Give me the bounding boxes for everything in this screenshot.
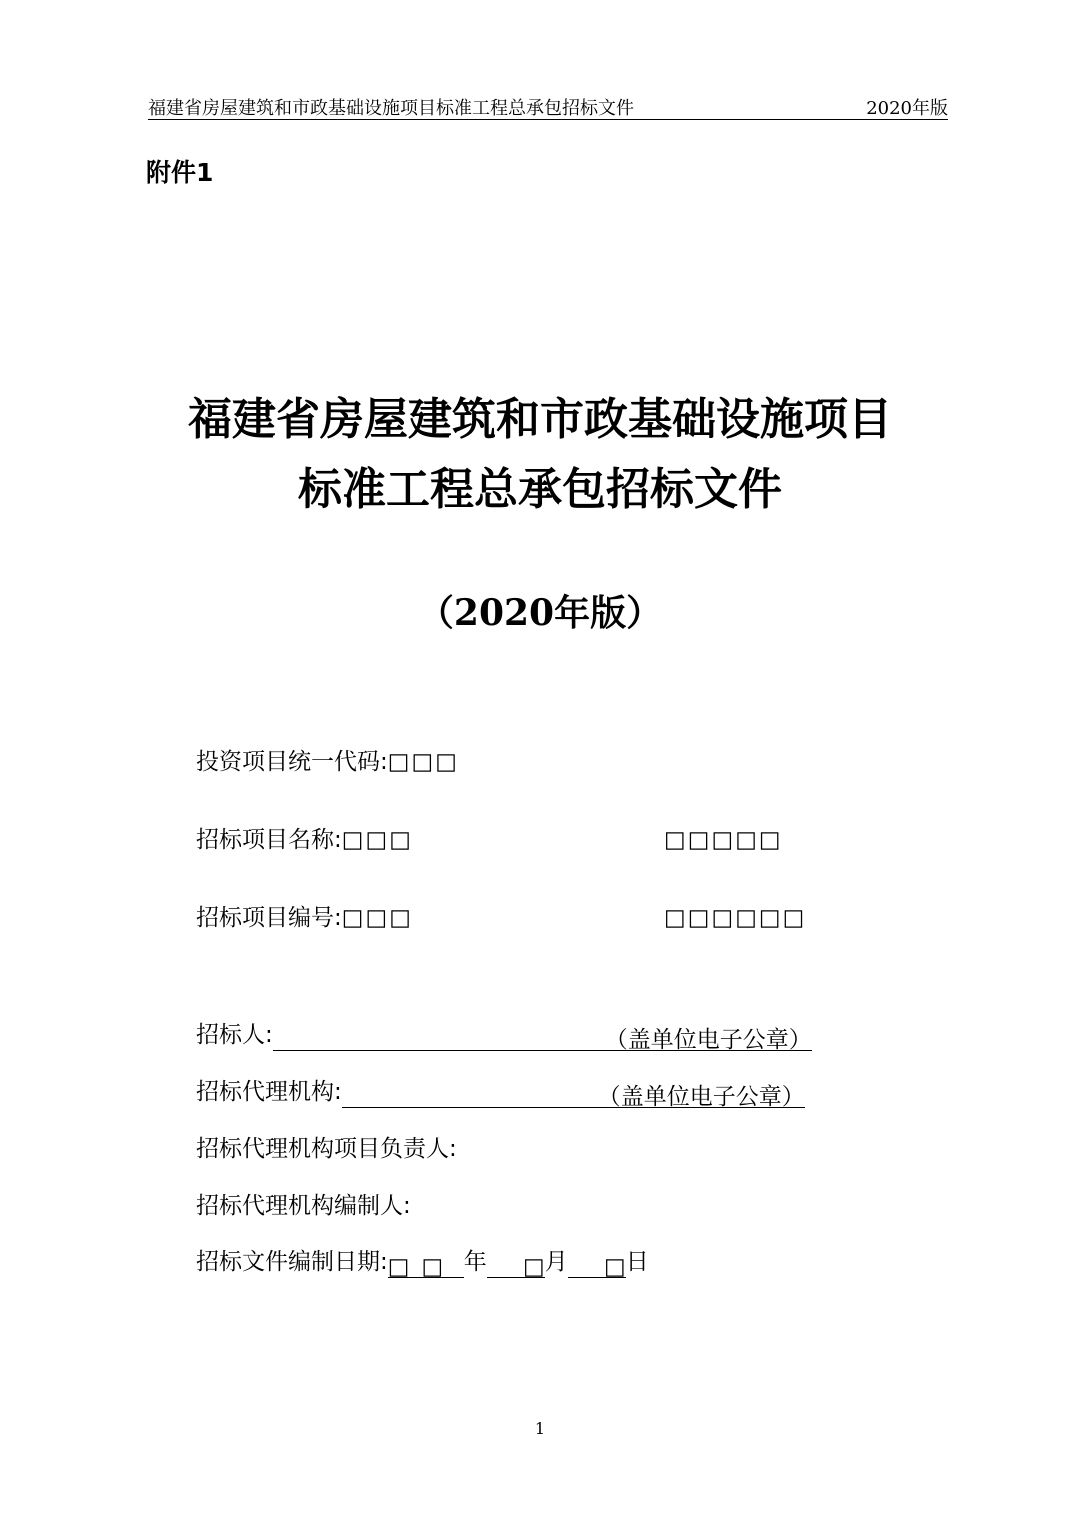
preparation-date-label: 招标文件编制日期:: [196, 1249, 388, 1275]
document-edition: （2020年版）: [417, 592, 663, 634]
document-title-line-1: 福建省房屋建筑和市政基础设施项目: [188, 394, 892, 445]
date-year-input[interactable]: [388, 1251, 464, 1278]
agency-seal-note: （盖单位电子公章）: [598, 1081, 805, 1108]
agency-label: 招标代理机构:: [196, 1079, 342, 1105]
agency-manager-label: 招标代理机构项目负责人:: [196, 1136, 457, 1162]
date-month-label: 月: [544, 1249, 568, 1275]
investment-code-label: 投资项目统一代码:: [196, 749, 388, 775]
agency-field: [196, 1076, 805, 1108]
date-year-label: 年: [463, 1249, 487, 1275]
date-year-box-2: □: [421, 1254, 444, 1280]
page-number: 1: [534, 1419, 546, 1438]
preparation-date-field: [196, 1246, 649, 1278]
bidder-seal-note: （盖单位电子公章）: [605, 1024, 812, 1051]
bidder-label: 招标人:: [196, 1022, 273, 1048]
investment-code-field: [196, 746, 459, 778]
document-title-line-2: 标准工程总承包招标文件: [298, 464, 782, 515]
date-month-input[interactable]: [487, 1251, 545, 1278]
project-number-field: [196, 902, 413, 934]
project-name-field: [196, 824, 413, 856]
bidder-input-line[interactable]: [273, 1024, 605, 1051]
project-number-value[interactable]: □□□: [341, 905, 413, 931]
agency-input-line[interactable]: [342, 1081, 598, 1108]
project-number-label: 招标项目编号:: [196, 905, 342, 931]
project-name-extra[interactable]: □□□□□: [664, 827, 783, 853]
investment-code-value[interactable]: □□□: [387, 749, 459, 775]
header-rule: [148, 119, 948, 120]
bidder-field: [196, 1019, 812, 1051]
date-day-box: □: [604, 1254, 626, 1280]
agency-preparer-field: [196, 1190, 411, 1222]
date-month-box: □: [523, 1254, 545, 1280]
running-header-edition: 2020年版: [866, 98, 948, 119]
project-name-label: 招标项目名称:: [196, 827, 342, 853]
date-year-box-1: □: [387, 1254, 410, 1280]
running-header-title: 福建省房屋建筑和市政基础设施项目标准工程总承包招标文件: [148, 98, 634, 119]
agency-manager-field: [196, 1133, 457, 1165]
date-day-input[interactable]: [568, 1251, 626, 1278]
project-number-extra[interactable]: □□□□□□: [664, 905, 807, 931]
agency-preparer-label: 招标代理机构编制人:: [196, 1193, 411, 1219]
attachment-label: 附件1: [146, 158, 214, 187]
project-name-value[interactable]: □□□: [341, 827, 413, 853]
date-day-label: 日: [625, 1249, 649, 1275]
